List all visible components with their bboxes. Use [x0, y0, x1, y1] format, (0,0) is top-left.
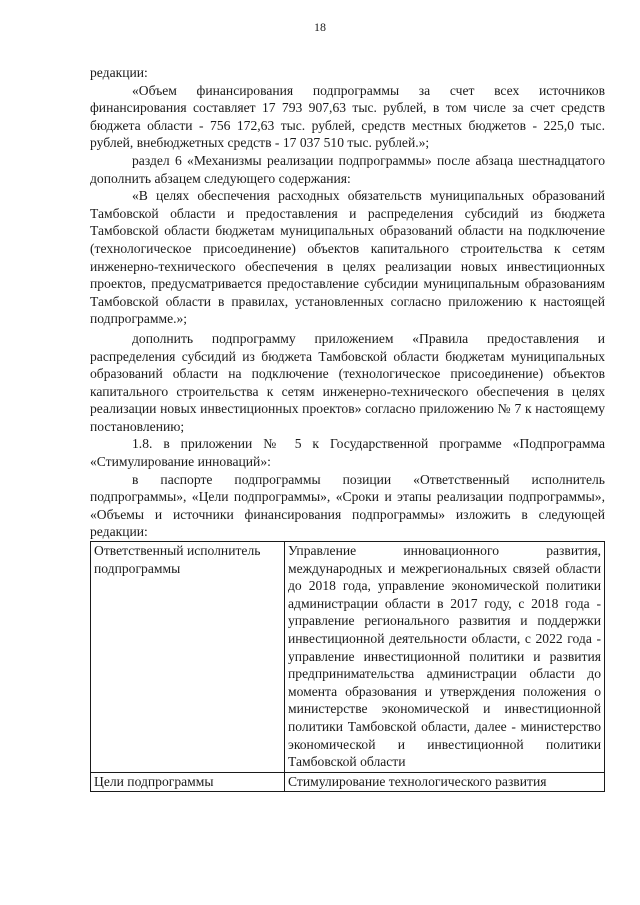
table-row: [91, 772, 605, 791]
paragraph-appendix-rules: дополнить подпрограмму приложением «Правила предоставления и распределения субсидий из бюджета Тамбовской области бюджетам муниципальных образований области на подключение (технологическое присоединение) объектов капитального строительства к сетям инженерно-технического обеспечения в целях реализации новых инвестиционных проектов» согласно приложению № 7 к настоящему постановлению;: [90, 330, 605, 434]
table-cell-value: [285, 772, 605, 791]
page-number: 18: [314, 20, 326, 34]
paragraph-section-6: раздел 6 «Механизмы реализации подпрограммы» после абзаца шестнадцатого дополнить абзацем следующего содержания:: [90, 152, 605, 186]
document-body: [90, 64, 605, 792]
table-cell-label-text: Цели подпрограммы: [94, 773, 214, 789]
paragraph-item-1-8: 1.8. в приложении № 5 к Государственной программе «Подпрограмма «Стимулирование инноваций»:: [90, 436, 605, 470]
table-cell-label: Ответственный исполнитель подпрограммы: [91, 542, 285, 773]
paragraph-subsidy-obligations: «В целях обеспечения расходных обязательств муниципальных образований Тамбовской области и предоставления и распределения субсидий из бюджета Тамбовской области бюджетам муниципальных образований области на подключение (технологическое присоединение) объектов капитального строительства к сетям инженерно-технического обеспечения в целях реализации новых инвестиционных проектов, предусматривается предоставление субсидии муниципальным образованиям Тамбовской области в правилах, установленных согласно приложению к настоящей подпрограмме.»;: [90, 188, 605, 327]
table-row: [91, 542, 605, 773]
table-cell-label: [91, 772, 285, 791]
passport-table: [90, 541, 605, 792]
paragraph-passport-positions: в паспорте подпрограммы позиции «Ответственный исполнитель подпрограммы», «Цели подпрограммы», «Сроки и этапы реализации подпрограммы», «Объемы и источники финансирования подпрограммы» изложить в следующей редакции:: [90, 471, 605, 540]
paragraph-funding-volume: «Объем финансирования подпрограммы за счет всех источников финансирования составляет 17 793 907,63 тыс. рублей, в том числе за счет средств бюджета области - 756 172,63 тыс. рублей, средств местных бюджетов - 225,0 тыс. рублей, внебюджетных средств - 17 037 510 тыс. рублей.»;: [90, 82, 605, 151]
paragraph-edition: редакции:: [90, 65, 148, 80]
table-cell-value-text: Стимулирование технологического развития: [288, 773, 547, 789]
table-cell-value: Управление инновационного развития, международных и межрегиональных связей области до 2018 года, управление экономической политики администрации области в 2017 году, с 2018 года - управление регионального развития и поддержки инвестиционной деятельности области, с 2022 года - управление инвестиционной политики и развития предпринимательства администрации области до момента образования и утверждения положения о министерстве экономической и инвестиционной политики Тамбовской области, далее - министерство экономической и инвестиционной политики Тамбовской области: [285, 542, 605, 773]
